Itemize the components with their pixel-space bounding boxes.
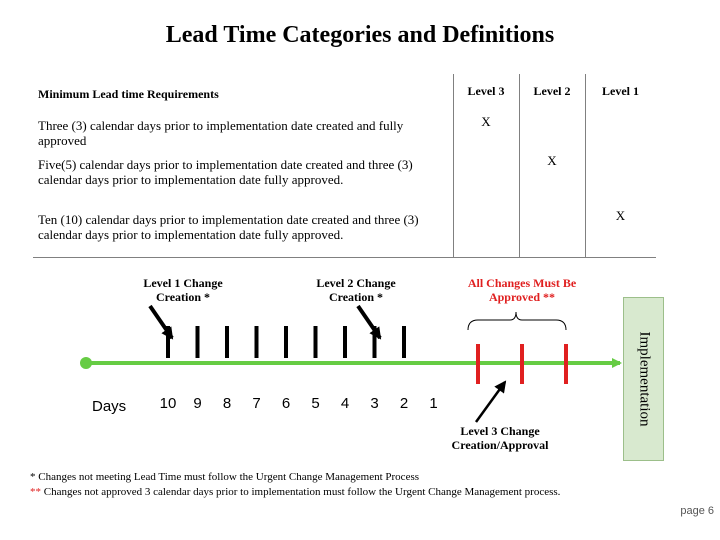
day-number: 6 (281, 395, 291, 412)
days-label: Days (92, 398, 127, 415)
page-number: page 6 (680, 505, 714, 517)
level-1-header: Level 1 (602, 84, 639, 98)
requirement-text: Three (3) calendar days prior to implementation date created and fully approved (38, 118, 404, 148)
requirement-text: Ten (10) calendar days prior to implementation date created and three (3) calendar days prior to implementation date fully approved. (38, 212, 419, 242)
day-number: 1 (429, 395, 438, 412)
footnotes (30, 470, 560, 500)
requirement-text: Five(5) calendar days prior to implementation date created and three (3) calendar days prior to implementation date fully approved. (38, 157, 413, 187)
level-3-mark: X (481, 114, 491, 129)
timeline-start-dot (80, 357, 92, 369)
day-number: 2 (399, 395, 409, 412)
implementation-label: Implementation (636, 331, 652, 427)
footnote-1: * Changes not meeting Lead Time must follow the Urgent Change Management Process (30, 471, 420, 483)
day-ticks (168, 326, 404, 358)
approval-bracket (468, 312, 566, 330)
level-3-arrow (476, 382, 505, 422)
level-1-creation-label: Level 1 Change Creation * (143, 276, 223, 304)
footnote-2-text: Changes not approved 3 calendar days prior to implementation must follow the Urgent Change Management process. (41, 486, 561, 498)
page-title: Lead Time Categories and Definitions (165, 22, 555, 48)
day-number: 7 (252, 395, 261, 412)
level-2-arrow (358, 306, 380, 338)
implementation-box (623, 297, 664, 461)
day-number: 5 (311, 395, 320, 412)
requirement-header: Minimum Lead time Requirements (38, 87, 219, 101)
level-1-arrow (150, 306, 172, 338)
day-number: 9 (193, 395, 202, 412)
footnote-2-marker: ** (30, 486, 41, 498)
day-number: 4 (340, 395, 350, 412)
level-3-header: Level 3 (467, 84, 505, 98)
day-number: 3 (370, 395, 379, 412)
footnote-2 (30, 485, 560, 500)
level-3-creation-label: Level 3 Change Creation/Approval (451, 424, 549, 452)
all-approved-label: All Changes Must Be Approved ** (467, 276, 577, 304)
level-2-creation-label: Level 2 Change Creation * (316, 276, 396, 304)
level-1-mark: X (615, 208, 626, 223)
level-2-mark: X (547, 153, 557, 168)
level-2-header: Level 2 (533, 84, 571, 98)
day-number: 8 (222, 395, 232, 412)
day-number: 10 (159, 395, 177, 412)
